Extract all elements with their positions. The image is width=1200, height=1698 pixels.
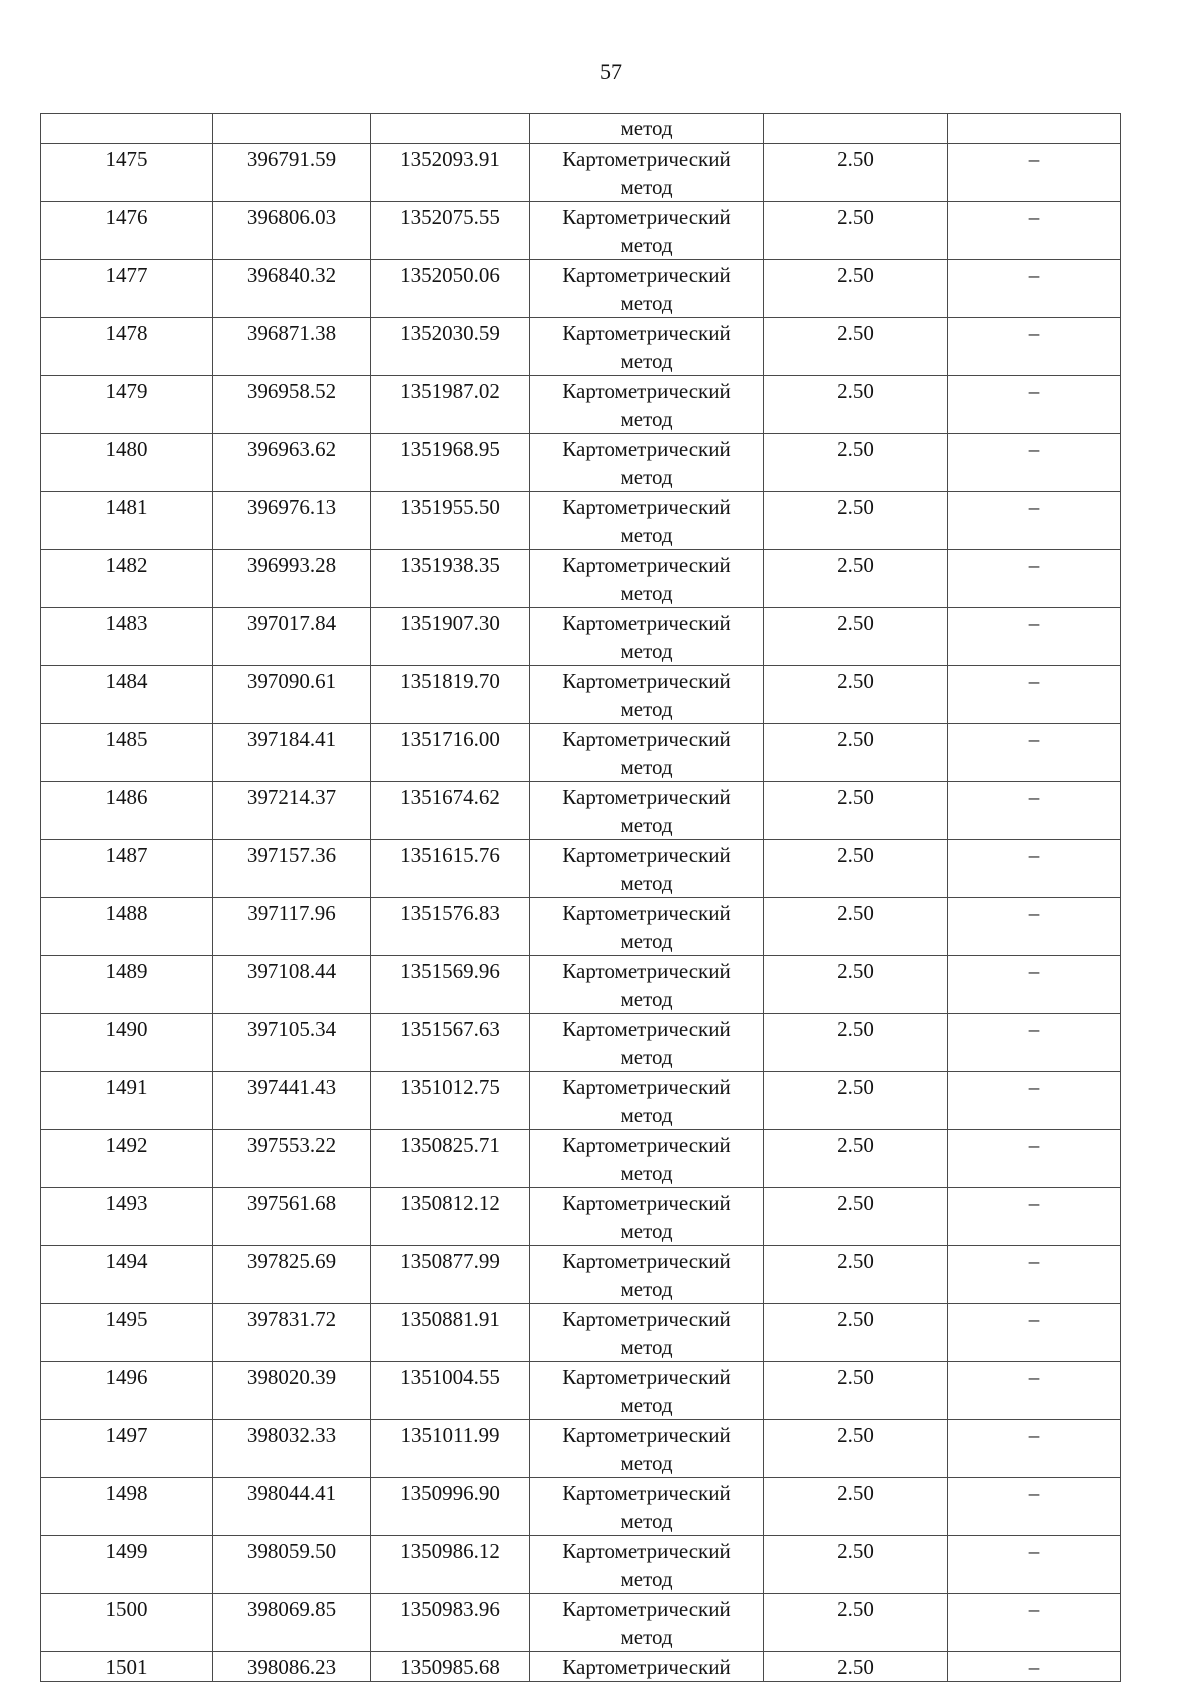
method-line: Картометрический [562, 1597, 731, 1621]
accuracy-cell: 2.50 [764, 260, 948, 318]
point-number-cell: 1481 [41, 492, 213, 550]
x-coordinate-cell: 398044.41 [213, 1478, 371, 1536]
y-coordinate-cell [371, 114, 530, 144]
table-row [41, 724, 1121, 782]
table-row [41, 1536, 1121, 1594]
method-cell [530, 782, 764, 840]
description-cell: – [948, 144, 1121, 202]
table-row [41, 1420, 1121, 1478]
table-row [41, 1014, 1121, 1072]
x-coordinate-cell: 397553.22 [213, 1130, 371, 1188]
accuracy-cell: 2.50 [764, 1594, 948, 1652]
y-coordinate-cell: 1352093.91 [371, 144, 530, 202]
description-cell: – [948, 1536, 1121, 1594]
table-row [41, 492, 1121, 550]
x-coordinate-cell: 396958.52 [213, 376, 371, 434]
method-line: метод [620, 929, 673, 953]
accuracy-cell: 2.50 [764, 1072, 948, 1130]
point-number-cell: 1477 [41, 260, 213, 318]
description-cell: – [948, 1652, 1121, 1682]
description-cell: – [948, 550, 1121, 608]
y-coordinate-cell: 1350986.12 [371, 1536, 530, 1594]
method-line: метод [620, 755, 673, 779]
method-line: Картометрический [562, 727, 731, 751]
method-cell [530, 1362, 764, 1420]
point-number-cell: 1499 [41, 1536, 213, 1594]
y-coordinate-cell: 1350825.71 [371, 1130, 530, 1188]
method-line: метод [620, 639, 673, 663]
table-row [41, 898, 1121, 956]
y-coordinate-cell: 1351674.62 [371, 782, 530, 840]
point-number-cell: 1478 [41, 318, 213, 376]
method-line: метод [620, 1277, 673, 1301]
point-number-cell: 1475 [41, 144, 213, 202]
description-cell: – [948, 782, 1121, 840]
table-row [41, 666, 1121, 724]
accuracy-cell: 2.50 [764, 1014, 948, 1072]
point-number-cell: 1500 [41, 1594, 213, 1652]
point-number-cell: 1491 [41, 1072, 213, 1130]
method-cell [530, 114, 764, 144]
description-cell: – [948, 840, 1121, 898]
y-coordinate-cell: 1351576.83 [371, 898, 530, 956]
point-number-cell: 1497 [41, 1420, 213, 1478]
method-cell [530, 376, 764, 434]
method-cell [530, 608, 764, 666]
y-coordinate-cell: 1350985.68 [371, 1652, 530, 1682]
accuracy-cell: 2.50 [764, 1478, 948, 1536]
description-cell: – [948, 1072, 1121, 1130]
method-cell [530, 840, 764, 898]
accuracy-cell: 2.50 [764, 376, 948, 434]
accuracy-cell: 2.50 [764, 898, 948, 956]
x-coordinate-cell: 397214.37 [213, 782, 371, 840]
method-cell [530, 434, 764, 492]
y-coordinate-cell: 1350996.90 [371, 1478, 530, 1536]
method-cell [530, 1246, 764, 1304]
point-number-cell: 1494 [41, 1246, 213, 1304]
method-line: метод [620, 581, 673, 605]
y-coordinate-cell: 1351987.02 [371, 376, 530, 434]
method-cell [530, 1594, 764, 1652]
x-coordinate-cell: 397184.41 [213, 724, 371, 782]
point-number-cell: 1488 [41, 898, 213, 956]
x-coordinate-cell: 397441.43 [213, 1072, 371, 1130]
method-line: Картометрический [562, 263, 731, 287]
method-line: метод [620, 1045, 673, 1069]
description-cell: – [948, 318, 1121, 376]
accuracy-cell: 2.50 [764, 666, 948, 724]
y-coordinate-cell: 1351819.70 [371, 666, 530, 724]
x-coordinate-cell: 396993.28 [213, 550, 371, 608]
method-cell [530, 260, 764, 318]
y-coordinate-cell: 1351569.96 [371, 956, 530, 1014]
method-line: Картометрический [562, 1423, 731, 1447]
table-row [41, 1594, 1121, 1652]
description-cell: – [948, 1188, 1121, 1246]
accuracy-cell: 2.50 [764, 724, 948, 782]
x-coordinate-cell [213, 114, 371, 144]
accuracy-cell: 2.50 [764, 1652, 948, 1682]
method-line: метод [620, 523, 673, 547]
method-line: метод [620, 1625, 673, 1649]
method-line: метод [620, 1335, 673, 1359]
table-row [41, 1304, 1121, 1362]
accuracy-cell: 2.50 [764, 608, 948, 666]
point-number-cell: 1496 [41, 1362, 213, 1420]
y-coordinate-cell: 1352050.06 [371, 260, 530, 318]
method-cell [530, 144, 764, 202]
y-coordinate-cell: 1351968.95 [371, 434, 530, 492]
x-coordinate-cell: 398059.50 [213, 1536, 371, 1594]
description-cell: – [948, 1130, 1121, 1188]
accuracy-cell: 2.50 [764, 840, 948, 898]
accuracy-cell: 2.50 [764, 492, 948, 550]
method-line: Картометрический [562, 147, 731, 171]
y-coordinate-cell: 1351012.75 [371, 1072, 530, 1130]
y-coordinate-cell: 1351716.00 [371, 724, 530, 782]
table-row [41, 318, 1121, 376]
x-coordinate-cell: 396963.62 [213, 434, 371, 492]
x-coordinate-cell: 397831.72 [213, 1304, 371, 1362]
x-coordinate-cell: 398020.39 [213, 1362, 371, 1420]
point-number-cell: 1498 [41, 1478, 213, 1536]
accuracy-cell: 2.50 [764, 144, 948, 202]
table-row [41, 550, 1121, 608]
point-number-cell: 1490 [41, 1014, 213, 1072]
accuracy-cell: 2.50 [764, 202, 948, 260]
accuracy-cell: 2.50 [764, 1536, 948, 1594]
table-row [41, 782, 1121, 840]
method-line: Картометрический [562, 669, 731, 693]
method-line: метод [620, 1509, 673, 1533]
description-cell: – [948, 202, 1121, 260]
method-line: Картометрический [562, 1017, 731, 1041]
description-cell: – [948, 434, 1121, 492]
method-line: Картометрический [562, 495, 731, 519]
y-coordinate-cell: 1351004.55 [371, 1362, 530, 1420]
method-line: Картометрический [562, 553, 731, 577]
y-coordinate-cell: 1351907.30 [371, 608, 530, 666]
method-line: Картометрический [562, 843, 731, 867]
table-row [41, 144, 1121, 202]
x-coordinate-cell: 396791.59 [213, 144, 371, 202]
x-coordinate-cell: 396871.38 [213, 318, 371, 376]
table-row [41, 1188, 1121, 1246]
accuracy-cell: 2.50 [764, 956, 948, 1014]
table-row [41, 1130, 1121, 1188]
method-line: Картометрический [562, 1481, 731, 1505]
method-cell [530, 202, 764, 260]
point-number-cell: 1486 [41, 782, 213, 840]
description-cell: – [948, 1478, 1121, 1536]
method-cell [530, 318, 764, 376]
method-line: Картометрический [562, 205, 731, 229]
method-line: метод [620, 291, 673, 315]
table-row [41, 434, 1121, 492]
method-line: метод [620, 987, 673, 1011]
x-coordinate-cell: 396806.03 [213, 202, 371, 260]
method-line: метод [620, 407, 673, 431]
accuracy-cell: 2.50 [764, 550, 948, 608]
point-number-cell: 1483 [41, 608, 213, 666]
x-coordinate-cell: 397105.34 [213, 1014, 371, 1072]
method-line: Картометрический [562, 901, 731, 925]
method-line: метод [620, 1451, 673, 1475]
coordinates-table-body [41, 114, 1121, 1682]
method-cell [530, 1072, 764, 1130]
method-line: метод [620, 697, 673, 721]
accuracy-cell: 2.50 [764, 1130, 948, 1188]
x-coordinate-cell: 398086.23 [213, 1652, 371, 1682]
x-coordinate-cell: 398069.85 [213, 1594, 371, 1652]
x-coordinate-cell: 397561.68 [213, 1188, 371, 1246]
method-cell [530, 1420, 764, 1478]
point-number-cell: 1485 [41, 724, 213, 782]
accuracy-cell: 2.50 [764, 318, 948, 376]
description-cell [948, 114, 1121, 144]
description-cell: – [948, 898, 1121, 956]
method-cell [530, 492, 764, 550]
method-line: метод [620, 1161, 673, 1185]
x-coordinate-cell: 397157.36 [213, 840, 371, 898]
method-line: метод [620, 465, 673, 489]
description-cell: – [948, 956, 1121, 1014]
table-row [41, 1478, 1121, 1536]
method-line: Картометрический [562, 1133, 731, 1157]
method-line: Картометрический [562, 1539, 731, 1563]
accuracy-cell: 2.50 [764, 434, 948, 492]
method-line: Картометрический [562, 1307, 731, 1331]
description-cell: – [948, 1246, 1121, 1304]
description-cell: – [948, 608, 1121, 666]
point-number-cell: 1476 [41, 202, 213, 260]
method-line: метод [620, 1103, 673, 1127]
x-coordinate-cell: 397117.96 [213, 898, 371, 956]
point-number-cell: 1487 [41, 840, 213, 898]
point-number-cell: 1501 [41, 1652, 213, 1682]
accuracy-cell: 2.50 [764, 1420, 948, 1478]
method-line: Картометрический [562, 1191, 731, 1215]
y-coordinate-cell: 1350983.96 [371, 1594, 530, 1652]
description-cell: – [948, 1014, 1121, 1072]
point-number-cell: 1493 [41, 1188, 213, 1246]
point-number-cell: 1492 [41, 1130, 213, 1188]
method-line: метод [620, 1219, 673, 1243]
y-coordinate-cell: 1351955.50 [371, 492, 530, 550]
description-cell: – [948, 724, 1121, 782]
y-coordinate-cell: 1352030.59 [371, 318, 530, 376]
x-coordinate-cell: 396976.13 [213, 492, 371, 550]
x-coordinate-cell: 397825.69 [213, 1246, 371, 1304]
x-coordinate-cell: 397108.44 [213, 956, 371, 1014]
accuracy-cell: 2.50 [764, 1304, 948, 1362]
table-row [41, 1652, 1121, 1682]
y-coordinate-cell: 1351567.63 [371, 1014, 530, 1072]
method-line: метод [620, 1393, 673, 1417]
table-row [41, 1072, 1121, 1130]
accuracy-cell: 2.50 [764, 1188, 948, 1246]
table-row [41, 1362, 1121, 1420]
table-row [41, 202, 1121, 260]
method-cell [530, 1188, 764, 1246]
method-cell [530, 550, 764, 608]
method-line: Картометрический [562, 959, 731, 983]
y-coordinate-cell: 1350881.91 [371, 1304, 530, 1362]
y-coordinate-cell: 1351011.99 [371, 1420, 530, 1478]
method-line: метод [620, 175, 673, 199]
y-coordinate-cell: 1350812.12 [371, 1188, 530, 1246]
method-cell [530, 1652, 764, 1682]
description-cell: – [948, 1362, 1121, 1420]
method-line: Картометрический [562, 1655, 731, 1679]
table-row [41, 376, 1121, 434]
method-cell [530, 1478, 764, 1536]
method-line: Картометрический [562, 1249, 731, 1273]
method-line: Картометрический [562, 321, 731, 345]
table-row [41, 1246, 1121, 1304]
x-coordinate-cell: 396840.32 [213, 260, 371, 318]
point-number-cell: 1482 [41, 550, 213, 608]
method-line: Картометрический [562, 1075, 731, 1099]
description-cell: – [948, 666, 1121, 724]
description-cell: – [948, 1420, 1121, 1478]
y-coordinate-cell: 1351615.76 [371, 840, 530, 898]
description-cell: – [948, 492, 1121, 550]
accuracy-cell: 2.50 [764, 1246, 948, 1304]
method-cell [530, 1536, 764, 1594]
method-line: Картометрический [562, 379, 731, 403]
method-line: метод [620, 813, 673, 837]
method-cell [530, 1130, 764, 1188]
description-cell: – [948, 1304, 1121, 1362]
table-row [41, 260, 1121, 318]
y-coordinate-cell: 1352075.55 [371, 202, 530, 260]
method-cell [530, 724, 764, 782]
y-coordinate-cell: 1351938.35 [371, 550, 530, 608]
page-number: 57 [600, 59, 622, 84]
method-cell [530, 1304, 764, 1362]
y-coordinate-cell: 1350877.99 [371, 1246, 530, 1304]
method-line: Картометрический [562, 1365, 731, 1389]
table-row [41, 956, 1121, 1014]
x-coordinate-cell: 397017.84 [213, 608, 371, 666]
accuracy-cell [764, 114, 948, 144]
method-line: Картометрический [562, 785, 731, 809]
point-number-cell: 1479 [41, 376, 213, 434]
method-line: метод [620, 871, 673, 895]
method-line: метод [620, 233, 673, 257]
x-coordinate-cell: 398032.33 [213, 1420, 371, 1478]
coordinates-table [40, 113, 1121, 1682]
point-number-cell: 1480 [41, 434, 213, 492]
table-row [41, 608, 1121, 666]
description-cell: – [948, 376, 1121, 434]
point-number-cell: 1495 [41, 1304, 213, 1362]
method-cell [530, 666, 764, 724]
accuracy-cell: 2.50 [764, 1362, 948, 1420]
point-number-cell: 1484 [41, 666, 213, 724]
method-cell [530, 956, 764, 1014]
description-cell: – [948, 1594, 1121, 1652]
method-line: метод [620, 116, 673, 140]
method-cell [530, 898, 764, 956]
method-line: Картометрический [562, 437, 731, 461]
method-line: метод [620, 349, 673, 373]
method-cell [530, 1014, 764, 1072]
table-row [41, 840, 1121, 898]
accuracy-cell: 2.50 [764, 782, 948, 840]
x-coordinate-cell: 397090.61 [213, 666, 371, 724]
point-number-cell: 1489 [41, 956, 213, 1014]
method-line: Картометрический [562, 611, 731, 635]
method-line: метод [620, 1567, 673, 1591]
point-number-cell [41, 114, 213, 144]
continued-table-row [41, 114, 1121, 144]
description-cell: – [948, 260, 1121, 318]
